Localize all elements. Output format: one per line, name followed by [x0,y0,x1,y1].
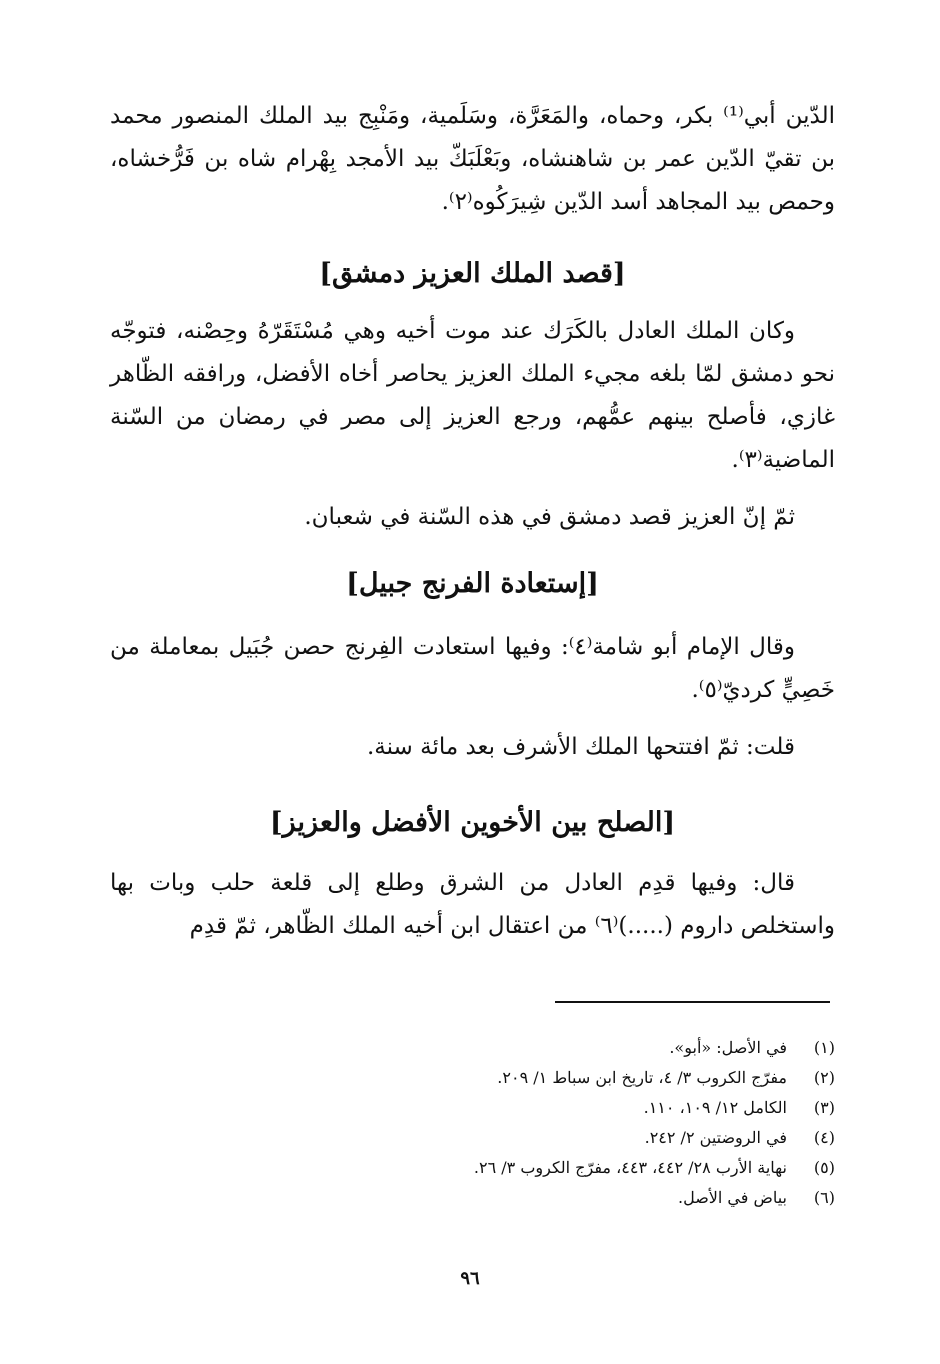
footnote-separator [555,1001,830,1003]
footnote-text: مفرّج الكروب ٣/ ٤، تاريخ ابن سباط ١/ ٢٠٩. [497,1068,787,1087]
footnote-number: (٢) [813,1068,835,1087]
footnote-item [300,1123,835,1153]
footnote-number: (٦) [813,1188,835,1207]
footnote-item [300,1063,835,1093]
paragraph-continuation: الدّين أبي⁽¹⁾ بكر، وحماه، والمَعَرَّة، وسَلَمية، ومَنْبِج بيد الملك المنصور محمد بن تقيّ الدّين عمر بن شاهنشاه، وبَعْلَبَكّ بيد الأمجد بِهْرام شاه بن فَرُّخشاه، وحمص بيد المجاهد أسد الدّين شِيرَكُوه⁽٢⁾. [110,103,835,215]
footnote-number: (٤) [813,1128,835,1147]
footnote-text: في الأصل: «أبو». [669,1038,787,1057]
section-heading-reconciliation: [الصلح بين الأخوين الأفضل والعزيز] [269,807,676,838]
paragraph-adil-karak: وكان الملك العادل بالكَرَك عند موت أخيه وهي مُسْتَقَرّهُ وحِصْنه، فتوجّه نحو دمشق لمّا بلغه مجيء الملك العزيز يحاصر أخاه الأفضل، ورافقه الظّاهر غازي، فأصلح بينهم عمُّهم، ورجع العزيز إلى مصر في رمضان من السّنة الماضية⁽٣⁾. [110,318,835,473]
paragraph-ashraf: قلت: ثمّ افتتحها الملك الأشرف بعد مائة سنة. [366,734,795,760]
footnote-item [300,1153,835,1183]
paragraph-aziz-shaban: ثمّ إنّ العزيز قصد دمشق في هذه السّنة في شعبان. [304,504,795,530]
footnote-number: (١) [813,1038,835,1057]
footnote-text: بياض في الأصل. [677,1188,787,1207]
section-heading-aziz-damascus: [قصد الملك العزيز دمشق] [319,258,626,289]
footnote-text: الكامل ١٢/ ١٠٩، ١١٠. [643,1098,787,1117]
section-heading-jubayl: [إستعادة الفرنج جبيل] [346,568,599,599]
paragraph-abu-shama: وقال الإمام أبو شامة⁽٤⁾: وفيها استعادت الفِرنج حصن جُبَيل بمعاملة من خَصِيٍّ كرديّ⁽٥⁾. [110,634,835,703]
footnote-text: في الروضتين ٢/ ٢٤٢. [644,1128,787,1147]
footnote-text: نهاية الأرب ٢٨/ ٤٤٢، ٤٤٣، مفرّج الكروب ٣/ ٢٦. [473,1158,787,1177]
footnote-item [300,1093,835,1123]
paragraph-adil-aleppo: قال: وفيها قدِم العادل من الشرق وطلع إلى قلعة حلب وبات بها واستخلص داروم (.....)⁽٦⁾ من اعتقال ابن أخيه الملك الظّاهر، ثمّ قدِم [110,870,835,939]
footnote-item [300,1183,835,1213]
footnote-item [300,1033,835,1063]
footnote-number: (٣) [813,1098,835,1117]
page-number: ٩٦ [460,1268,480,1289]
footnote-number: (٥) [813,1158,835,1177]
footnotes-list [300,1033,835,1213]
